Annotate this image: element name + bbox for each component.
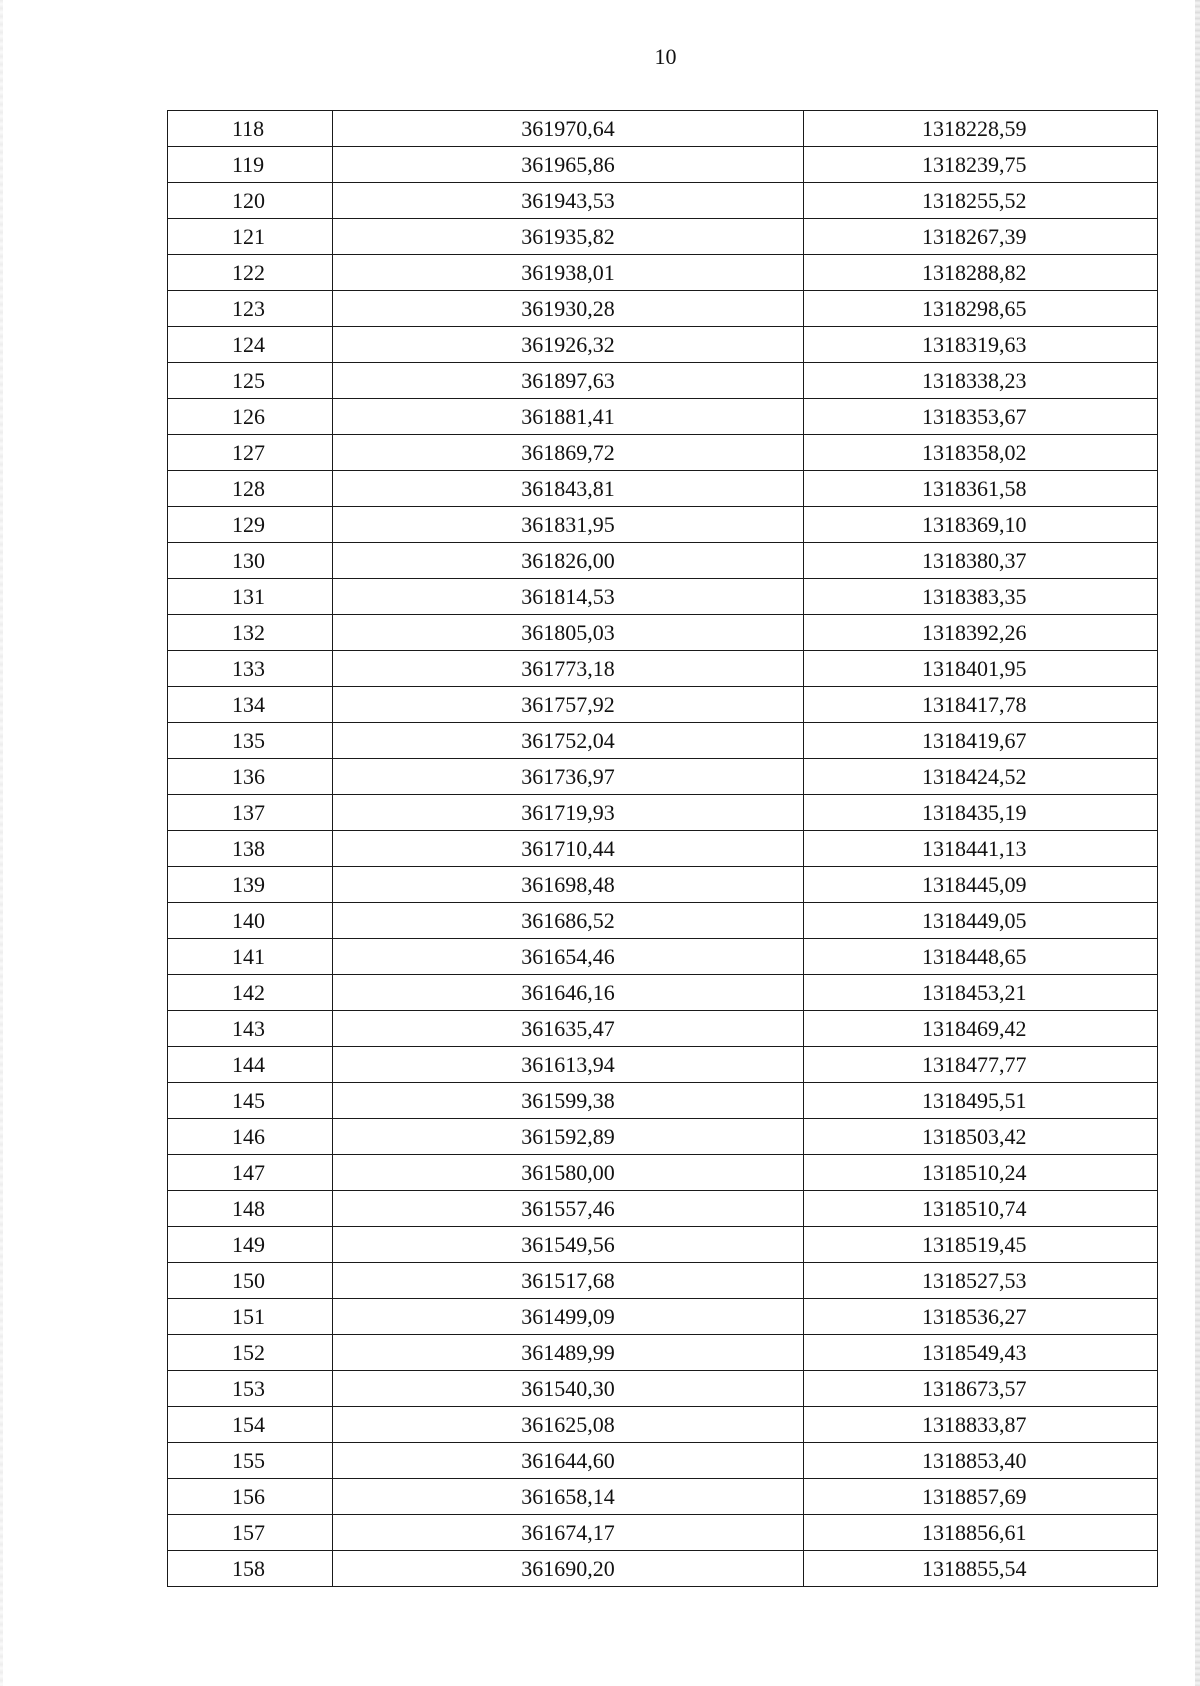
point-number-cell: 154 <box>168 1407 333 1443</box>
table-row <box>168 1407 1158 1443</box>
point-number-cell: 151 <box>168 1299 333 1335</box>
y-coordinate-cell: 1318228,59 <box>804 111 1158 147</box>
x-coordinate-cell: 361625,08 <box>333 1407 804 1443</box>
table-row <box>168 363 1158 399</box>
y-coordinate-cell: 1318353,67 <box>804 399 1158 435</box>
x-coordinate-cell: 361592,89 <box>333 1119 804 1155</box>
y-coordinate-cell: 1318338,23 <box>804 363 1158 399</box>
y-coordinate-cell: 1318267,39 <box>804 219 1158 255</box>
y-coordinate-cell: 1318855,54 <box>804 1551 1158 1587</box>
x-coordinate-cell: 361938,01 <box>333 255 804 291</box>
y-coordinate-cell: 1318449,05 <box>804 903 1158 939</box>
point-number-cell: 152 <box>168 1335 333 1371</box>
point-number-cell: 139 <box>168 867 333 903</box>
y-coordinate-cell: 1318435,19 <box>804 795 1158 831</box>
point-number-cell: 143 <box>168 1011 333 1047</box>
y-coordinate-cell: 1318448,65 <box>804 939 1158 975</box>
x-coordinate-cell: 361646,16 <box>333 975 804 1011</box>
x-coordinate-cell: 361897,63 <box>333 363 804 399</box>
table-row <box>168 579 1158 615</box>
y-coordinate-cell: 1318527,53 <box>804 1263 1158 1299</box>
table-row <box>168 471 1158 507</box>
point-number-cell: 138 <box>168 831 333 867</box>
table-row <box>168 759 1158 795</box>
x-coordinate-cell: 361644,60 <box>333 1443 804 1479</box>
y-coordinate-cell: 1318495,51 <box>804 1083 1158 1119</box>
table-row <box>168 615 1158 651</box>
table-row <box>168 1227 1158 1263</box>
y-coordinate-cell: 1318255,52 <box>804 183 1158 219</box>
x-coordinate-cell: 361869,72 <box>333 435 804 471</box>
table-row <box>168 1515 1158 1551</box>
y-coordinate-cell: 1318469,42 <box>804 1011 1158 1047</box>
table-row <box>168 1371 1158 1407</box>
point-number-cell: 156 <box>168 1479 333 1515</box>
point-number-cell: 119 <box>168 147 333 183</box>
x-coordinate-cell: 361752,04 <box>333 723 804 759</box>
x-coordinate-cell: 361773,18 <box>333 651 804 687</box>
y-coordinate-cell: 1318441,13 <box>804 831 1158 867</box>
x-coordinate-cell: 361719,93 <box>333 795 804 831</box>
point-number-cell: 134 <box>168 687 333 723</box>
x-coordinate-cell: 361926,32 <box>333 327 804 363</box>
point-number-cell: 137 <box>168 795 333 831</box>
y-coordinate-cell: 1318503,42 <box>804 1119 1158 1155</box>
point-number-cell: 142 <box>168 975 333 1011</box>
point-number-cell: 150 <box>168 1263 333 1299</box>
x-coordinate-cell: 361635,47 <box>333 1011 804 1047</box>
point-number-cell: 124 <box>168 327 333 363</box>
table-row <box>168 1083 1158 1119</box>
x-coordinate-cell: 361826,00 <box>333 543 804 579</box>
table-row <box>168 1155 1158 1191</box>
y-coordinate-cell: 1318417,78 <box>804 687 1158 723</box>
x-coordinate-cell: 361831,95 <box>333 507 804 543</box>
point-number-cell: 133 <box>168 651 333 687</box>
y-coordinate-cell: 1318445,09 <box>804 867 1158 903</box>
x-coordinate-cell: 361654,46 <box>333 939 804 975</box>
table-row <box>168 1551 1158 1587</box>
y-coordinate-cell: 1318536,27 <box>804 1299 1158 1335</box>
page-number: 10 <box>654 44 677 69</box>
point-number-cell: 153 <box>168 1371 333 1407</box>
table-row <box>168 543 1158 579</box>
point-number-cell: 135 <box>168 723 333 759</box>
table-row <box>168 183 1158 219</box>
point-number-cell: 141 <box>168 939 333 975</box>
table-row <box>168 1263 1158 1299</box>
table-row <box>168 687 1158 723</box>
x-coordinate-cell: 361965,86 <box>333 147 804 183</box>
x-coordinate-cell: 361736,97 <box>333 759 804 795</box>
table-row <box>168 939 1158 975</box>
table-row <box>168 1047 1158 1083</box>
y-coordinate-cell: 1318239,75 <box>804 147 1158 183</box>
point-number-cell: 127 <box>168 435 333 471</box>
y-coordinate-cell: 1318319,63 <box>804 327 1158 363</box>
y-coordinate-cell: 1318419,67 <box>804 723 1158 759</box>
table-row <box>168 507 1158 543</box>
point-number-cell: 157 <box>168 1515 333 1551</box>
x-coordinate-cell: 361599,38 <box>333 1083 804 1119</box>
x-coordinate-cell: 361930,28 <box>333 291 804 327</box>
table-row <box>168 903 1158 939</box>
y-coordinate-cell: 1318510,74 <box>804 1191 1158 1227</box>
table-row <box>168 651 1158 687</box>
y-coordinate-cell: 1318424,52 <box>804 759 1158 795</box>
point-number-cell: 121 <box>168 219 333 255</box>
point-number-cell: 123 <box>168 291 333 327</box>
point-number-cell: 128 <box>168 471 333 507</box>
y-coordinate-cell: 1318361,58 <box>804 471 1158 507</box>
coordinates-table-body <box>168 111 1158 1587</box>
point-number-cell: 149 <box>168 1227 333 1263</box>
table-row <box>168 1299 1158 1335</box>
point-number-cell: 155 <box>168 1443 333 1479</box>
point-number-cell: 145 <box>168 1083 333 1119</box>
table-row <box>168 1191 1158 1227</box>
table-row <box>168 1119 1158 1155</box>
y-coordinate-cell: 1318453,21 <box>804 975 1158 1011</box>
y-coordinate-cell: 1318369,10 <box>804 507 1158 543</box>
x-coordinate-cell: 361489,99 <box>333 1335 804 1371</box>
point-number-cell: 130 <box>168 543 333 579</box>
x-coordinate-cell: 361698,48 <box>333 867 804 903</box>
table-row <box>168 831 1158 867</box>
point-number-cell: 129 <box>168 507 333 543</box>
table-row <box>168 1479 1158 1515</box>
table-row <box>168 867 1158 903</box>
y-coordinate-cell: 1318401,95 <box>804 651 1158 687</box>
table-row <box>168 975 1158 1011</box>
table-row <box>168 1011 1158 1047</box>
table-row <box>168 291 1158 327</box>
point-number-cell: 118 <box>168 111 333 147</box>
point-number-cell: 120 <box>168 183 333 219</box>
x-coordinate-cell: 361935,82 <box>333 219 804 255</box>
y-coordinate-cell: 1318392,26 <box>804 615 1158 651</box>
y-coordinate-cell: 1318358,02 <box>804 435 1158 471</box>
x-coordinate-cell: 361549,56 <box>333 1227 804 1263</box>
y-coordinate-cell: 1318477,77 <box>804 1047 1158 1083</box>
point-number-cell: 122 <box>168 255 333 291</box>
point-number-cell: 132 <box>168 615 333 651</box>
x-coordinate-cell: 361690,20 <box>333 1551 804 1587</box>
y-coordinate-cell: 1318519,45 <box>804 1227 1158 1263</box>
y-coordinate-cell: 1318549,43 <box>804 1335 1158 1371</box>
point-number-cell: 131 <box>168 579 333 615</box>
x-coordinate-cell: 361557,46 <box>333 1191 804 1227</box>
x-coordinate-cell: 361970,64 <box>333 111 804 147</box>
point-number-cell: 126 <box>168 399 333 435</box>
x-coordinate-cell: 361843,81 <box>333 471 804 507</box>
y-coordinate-cell: 1318857,69 <box>804 1479 1158 1515</box>
point-number-cell: 140 <box>168 903 333 939</box>
y-coordinate-cell: 1318288,82 <box>804 255 1158 291</box>
point-number-cell: 147 <box>168 1155 333 1191</box>
point-number-cell: 146 <box>168 1119 333 1155</box>
x-coordinate-cell: 361805,03 <box>333 615 804 651</box>
x-coordinate-cell: 361881,41 <box>333 399 804 435</box>
table-row <box>168 435 1158 471</box>
x-coordinate-cell: 361613,94 <box>333 1047 804 1083</box>
scan-edge-left <box>0 0 3 1686</box>
y-coordinate-cell: 1318380,37 <box>804 543 1158 579</box>
x-coordinate-cell: 361580,00 <box>333 1155 804 1191</box>
x-coordinate-cell: 361517,68 <box>333 1263 804 1299</box>
x-coordinate-cell: 361658,14 <box>333 1479 804 1515</box>
table-row <box>168 327 1158 363</box>
table-row <box>168 111 1158 147</box>
x-coordinate-cell: 361686,52 <box>333 903 804 939</box>
y-coordinate-cell: 1318383,35 <box>804 579 1158 615</box>
y-coordinate-cell: 1318853,40 <box>804 1443 1158 1479</box>
point-number-cell: 125 <box>168 363 333 399</box>
table-row <box>168 219 1158 255</box>
point-number-cell: 158 <box>168 1551 333 1587</box>
y-coordinate-cell: 1318833,87 <box>804 1407 1158 1443</box>
point-number-cell: 144 <box>168 1047 333 1083</box>
table-row <box>168 723 1158 759</box>
table-row <box>168 255 1158 291</box>
y-coordinate-cell: 1318510,24 <box>804 1155 1158 1191</box>
y-coordinate-cell: 1318856,61 <box>804 1515 1158 1551</box>
table-row <box>168 795 1158 831</box>
table-row <box>168 1335 1158 1371</box>
x-coordinate-cell: 361814,53 <box>333 579 804 615</box>
scan-edge-right <box>1195 0 1200 1686</box>
coordinates-table <box>167 110 1158 1587</box>
y-coordinate-cell: 1318673,57 <box>804 1371 1158 1407</box>
x-coordinate-cell: 361757,92 <box>333 687 804 723</box>
table-row <box>168 399 1158 435</box>
table-row <box>168 1443 1158 1479</box>
x-coordinate-cell: 361540,30 <box>333 1371 804 1407</box>
table-row <box>168 147 1158 183</box>
x-coordinate-cell: 361674,17 <box>333 1515 804 1551</box>
y-coordinate-cell: 1318298,65 <box>804 291 1158 327</box>
point-number-cell: 136 <box>168 759 333 795</box>
x-coordinate-cell: 361710,44 <box>333 831 804 867</box>
x-coordinate-cell: 361499,09 <box>333 1299 804 1335</box>
x-coordinate-cell: 361943,53 <box>333 183 804 219</box>
point-number-cell: 148 <box>168 1191 333 1227</box>
